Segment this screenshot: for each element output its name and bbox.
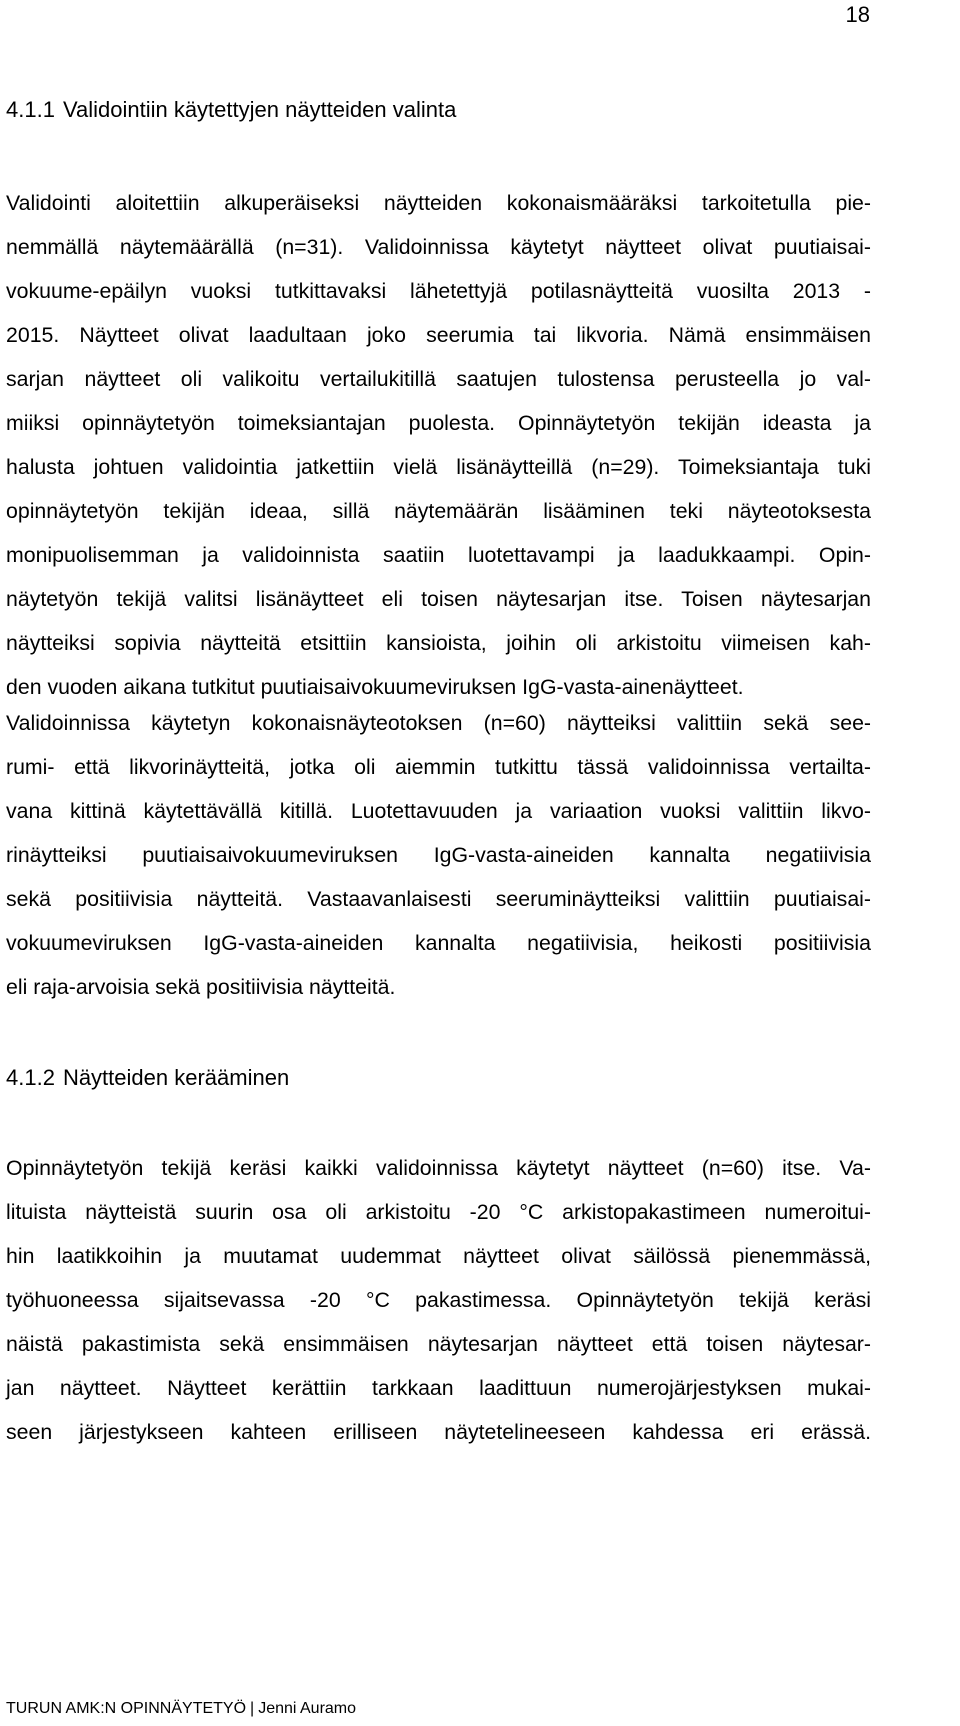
text-line: den vuoden aikana tutkitut puutiaisaivokuumeviruksen IgG-vasta-ainenäytteet. [6, 675, 744, 699]
text-line: rinäytteiksi puutiaisaivokuumeviruksen IgG-vasta-aineiden kannalta negatiivisia [6, 843, 871, 867]
text-line: Validoinnissa käytetyn kokonaisnäyteotoksen (n=60) näytteiksi valittiin sekä see- [6, 711, 871, 735]
footer-school: TURUN AMK:N OPINNÄYTETYÖ [6, 1700, 247, 1717]
text-line: miiksi opinnäytetyön toimeksiantajan puolesta. Opinnäytetyön tekijän ideasta ja [6, 411, 871, 435]
paragraph-sample-composition [6, 701, 871, 1009]
section-title: Näytteiden kerääminen [62, 1065, 290, 1090]
text-line: nemmällä näytemäärällä (n=31). Validoinnissa käytetyt näytteet olivat puutiaisai- [6, 235, 871, 259]
text-line: vokuumeviruksen IgG-vasta-aineiden kannalta negatiivisia, heikosti positiivisia [6, 931, 871, 955]
page-footer [6, 1699, 356, 1719]
footer-separator: | [250, 1700, 255, 1717]
text-line: sekä positiivisia näytteitä. Vastaavanlaisesti seeruminäytteiksi valittiin puutiaisai- [6, 887, 871, 911]
text-line: Opinnäytetyön tekijä keräsi kaikki validoinnissa käytetyt näytteet (n=60) itse. Va- [6, 1156, 871, 1180]
section-number: 4.1.2 [6, 1065, 55, 1090]
text-line: lituista näytteistä suurin osa oli arkistoitu -20 °C arkistopakastimeen numeroitui- [6, 1200, 871, 1224]
page-number: 18 [845, 2, 870, 27]
text-line: vokuume-epäilyn vuoksi tutkittavaksi lähetettyjä potilasnäytteitä vuosilta 2013 - [6, 279, 871, 303]
text-line: rumi- että likvorinäytteitä, jotka oli aiemmin tutkittu tässä validoinnissa vertailta- [6, 755, 871, 779]
paragraph-sample-selection [6, 181, 871, 709]
text-line: 2015. Näytteet olivat laadultaan joko seerumia tai likvoria. Nämä ensimmäisen [6, 323, 871, 347]
section-heading-4-1-2 [6, 1064, 289, 1092]
text-line: sarjan näytteet oli valikoitu vertailukitillä saatujen tulostensa perusteella jo val- [6, 367, 871, 391]
text-line: Validointi aloitettiin alkuperäiseksi näytteiden kokonaismääräksi tarkoitetulla pie- [6, 191, 871, 215]
text-line: hin laatikkoihin ja muutamat uudemmat näytteet olivat säilössä pienemmässä, [6, 1244, 871, 1268]
text-line: halusta johtuen validointia jatkettiin vielä lisänäytteillä (n=29). Toimeksiantaja tuki [6, 455, 871, 479]
paragraph-sample-collection [6, 1146, 871, 1454]
text-line: seen järjestykseen kahteen erilliseen näytetelineeseen kahdessa eri erässä. [6, 1420, 871, 1444]
text-line: näytetyön tekijä valitsi lisänäytteet eli toisen näytesarjan itse. Toisen näytesarjan [6, 587, 871, 611]
footer-author: Jenni Auramo [258, 1700, 357, 1717]
section-number: 4.1.1 [6, 97, 55, 122]
text-line: näytteiksi sopivia näytteitä etsittiin kansioista, joihin oli arkistoitu viimeisen kah- [6, 631, 871, 655]
text-line: näistä pakastimista sekä ensimmäisen näytesarjan näytteet että toisen näytesar- [6, 1332, 871, 1356]
text-line: jan näytteet. Näytteet kerättiin tarkkaan laadittuun numerojärjestyksen mukai- [6, 1376, 871, 1400]
section-heading-4-1-1 [6, 96, 456, 124]
text-line: työhuoneessa sijaitsevassa -20 °C pakastimessa. Opinnäytetyön tekijä keräsi [6, 1288, 871, 1312]
text-line: eli raja-arvoisia sekä positiivisia näytteitä. [6, 975, 396, 999]
text-line: vana kittinä käytettävällä kitillä. Luotettavuuden ja variaation vuoksi valittiin likvo- [6, 799, 871, 823]
text-line: opinnäytetyön tekijän ideaa, sillä näytemäärän lisääminen teki näyteotoksesta [6, 499, 871, 523]
section-title: Validointiin käytettyjen näytteiden valinta [62, 97, 457, 122]
text-line: monipuolisemman ja validoinnista saatiin luotettavampi ja laadukkaampi. Opin- [6, 543, 871, 567]
